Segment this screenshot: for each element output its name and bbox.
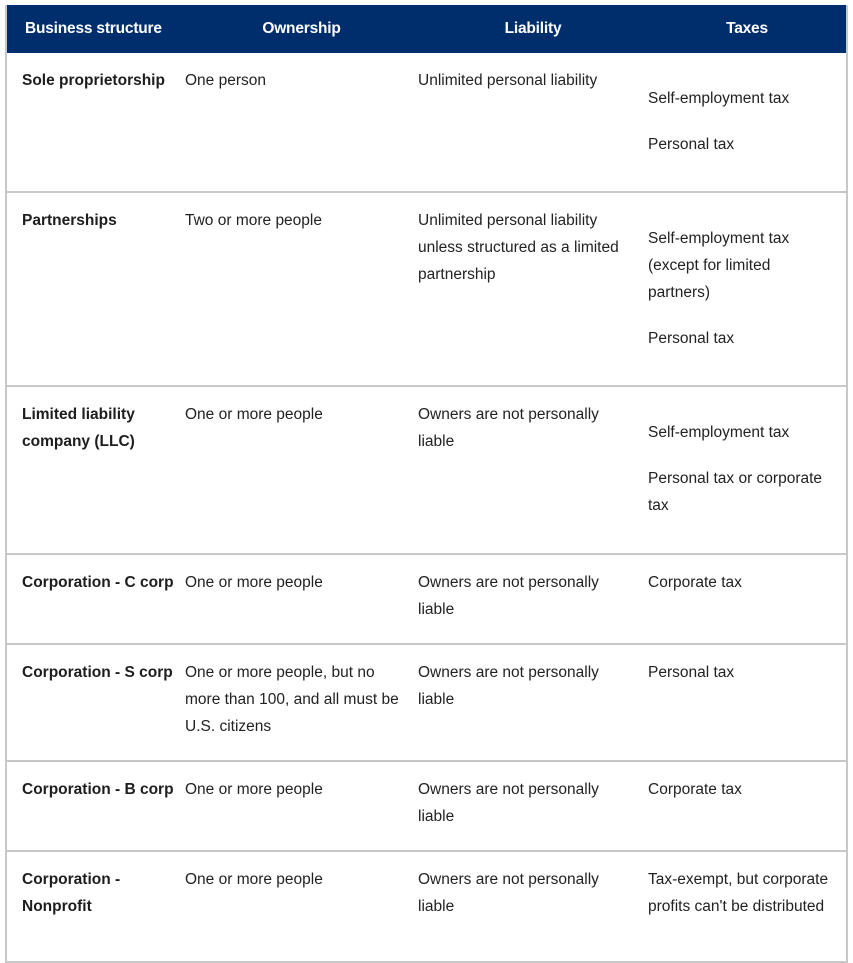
cell-liability: Owners are not personally liable	[418, 781, 599, 825]
table-row-llc	[7, 386, 846, 554]
cell-taxes	[648, 554, 846, 644]
header-liability: Liability	[504, 20, 562, 37]
cell-liability: Unlimited personal liability unless structured as a limited partnership	[418, 212, 619, 283]
tax-item: Corporate tax	[648, 574, 742, 591]
cell-structure: Corporation - B corp	[22, 781, 174, 798]
header-taxes: Taxes	[726, 20, 768, 37]
tax-item: Corporate tax	[648, 781, 742, 798]
cell-ownership: One or more people	[185, 574, 323, 591]
table-header	[7, 5, 846, 53]
table-row-sole-proprietorship	[7, 53, 846, 192]
cell-liability: Owners are not personally liable	[418, 664, 599, 708]
cell-taxes	[648, 644, 846, 761]
cell-liability: Owners are not personally liable	[418, 574, 599, 618]
header-row	[7, 5, 846, 53]
business-structure-table	[7, 5, 846, 961]
cell-taxes	[648, 192, 846, 386]
cell-taxes	[648, 386, 846, 554]
tax-item: Self-employment tax (except for limited partners)	[648, 230, 790, 301]
table-row-s-corp	[7, 644, 846, 761]
cell-liability: Owners are not personally liable	[418, 871, 599, 915]
tax-item: Self-employment tax	[648, 90, 790, 107]
header-ownership: Ownership	[262, 20, 341, 37]
table-row-partnerships	[7, 192, 846, 386]
table-row-b-corp	[7, 761, 846, 851]
tax-item: Personal tax	[648, 136, 735, 153]
header-business-structure: Business structure	[25, 20, 162, 37]
cell-structure: Corporation - Nonprofit	[22, 871, 121, 915]
business-structure-table-container	[5, 5, 848, 963]
table-body	[7, 53, 846, 961]
cell-structure: Corporation - S corp	[22, 664, 173, 681]
cell-ownership: Two or more people	[185, 212, 322, 229]
cell-structure: Partnerships	[22, 212, 117, 229]
tax-item: Personal tax or corporate tax	[648, 470, 823, 514]
cell-structure: Limited liability company (LLC)	[22, 406, 135, 450]
cell-taxes	[648, 53, 846, 192]
cell-liability: Owners are not personally liable	[418, 406, 599, 450]
tax-item: Self-employment tax	[648, 424, 790, 441]
table-row-c-corp	[7, 554, 846, 644]
cell-ownership: One or more people	[185, 781, 323, 798]
tax-item: Tax-exempt, but corporate profits can't be distributed	[648, 871, 829, 915]
tax-item: Personal tax	[648, 664, 735, 681]
cell-ownership: One or more people	[185, 406, 323, 423]
cell-ownership: One person	[185, 72, 266, 89]
cell-ownership: One or more people	[185, 871, 323, 888]
table-row-nonprofit	[7, 851, 846, 961]
cell-taxes	[648, 761, 846, 851]
cell-ownership: One or more people, but no more than 100, and all must be U.S. citizens	[185, 664, 399, 735]
cell-liability: Unlimited personal liability	[418, 72, 598, 89]
cell-taxes	[648, 851, 846, 961]
tax-item: Personal tax	[648, 330, 735, 347]
cell-structure: Sole proprietorship	[22, 72, 165, 89]
cell-structure: Corporation - C corp	[22, 574, 174, 591]
